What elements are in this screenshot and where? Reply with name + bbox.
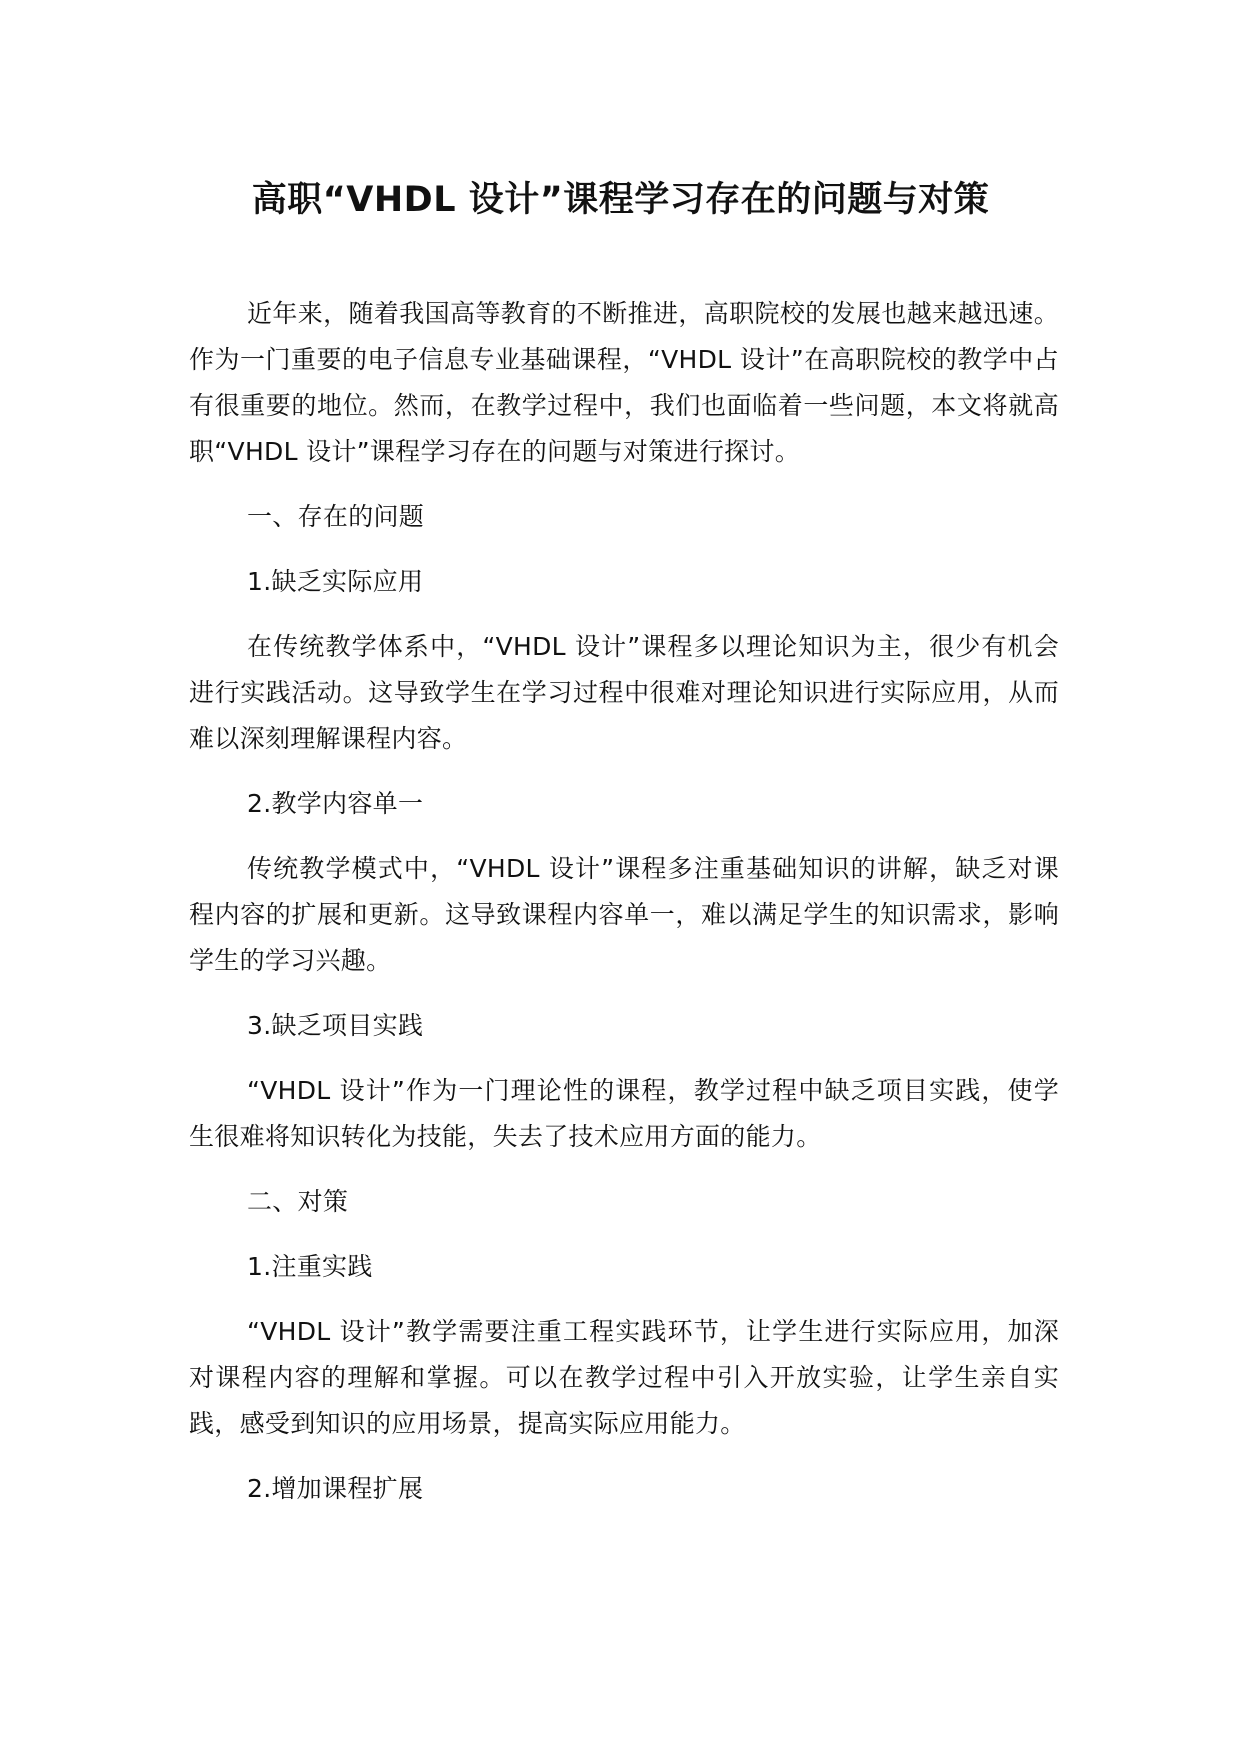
subheading-single-content: 2.教学内容单一 [247, 789, 424, 818]
subheading-focus-practice: 1.注重实践 [247, 1252, 373, 1281]
subheading-lack-application: 1.缺乏实际应用 [247, 567, 424, 596]
paragraph-lack-application: 在传统教学体系中，“VHDL 设计”课程多以理论知识为主，很少有机会进行实践活动。这导致学生在学习过程中很难对理论知识进行实际应用，从而难以深刻理解课程内容。 [189, 632, 1059, 753]
intro-paragraph: 近年来，随着我国高等教育的不断推进，高职院校的发展也越来越迅速。作为一门重要的电子信息专业基础课程，“VHDL 设计”在高职院校的教学中占有很重要的地位。然而，在教学过程中，我们也面临着一些问题，本文将就高职“VHDL 设计”课程学习存在的问题与对策进行探讨。 [189, 299, 1059, 466]
section-heading-countermeasures: 二、对策 [247, 1187, 349, 1216]
section-heading-problems: 一、存在的问题 [247, 502, 425, 531]
document-title: 高职“VHDL 设计”课程学习存在的问题与对策 [251, 180, 990, 220]
document-body [189, 291, 1059, 1531]
paragraph-lack-projects: “VHDL 设计”作为一门理论性的课程，教学过程中缺乏项目实践，使学生很难将知识转化为技能，失去了技术应用方面的能力。 [189, 1076, 1059, 1151]
subheading-lack-projects: 3.缺乏项目实践 [247, 1011, 424, 1040]
paragraph-focus-practice: “VHDL 设计”教学需要注重工程实践环节，让学生进行实际应用，加深对课程内容的理解和掌握。可以在教学过程中引入开放实验，让学生亲自实践，感受到知识的应用场景，提高实际应用能力。 [189, 1317, 1059, 1438]
subheading-course-extension: 2.增加课程扩展 [247, 1474, 424, 1503]
paragraph-single-content: 传统教学模式中，“VHDL 设计”课程多注重基础知识的讲解，缺乏对课程内容的扩展和更新。这导致课程内容单一，难以满足学生的知识需求，影响学生的学习兴趣。 [189, 854, 1059, 975]
